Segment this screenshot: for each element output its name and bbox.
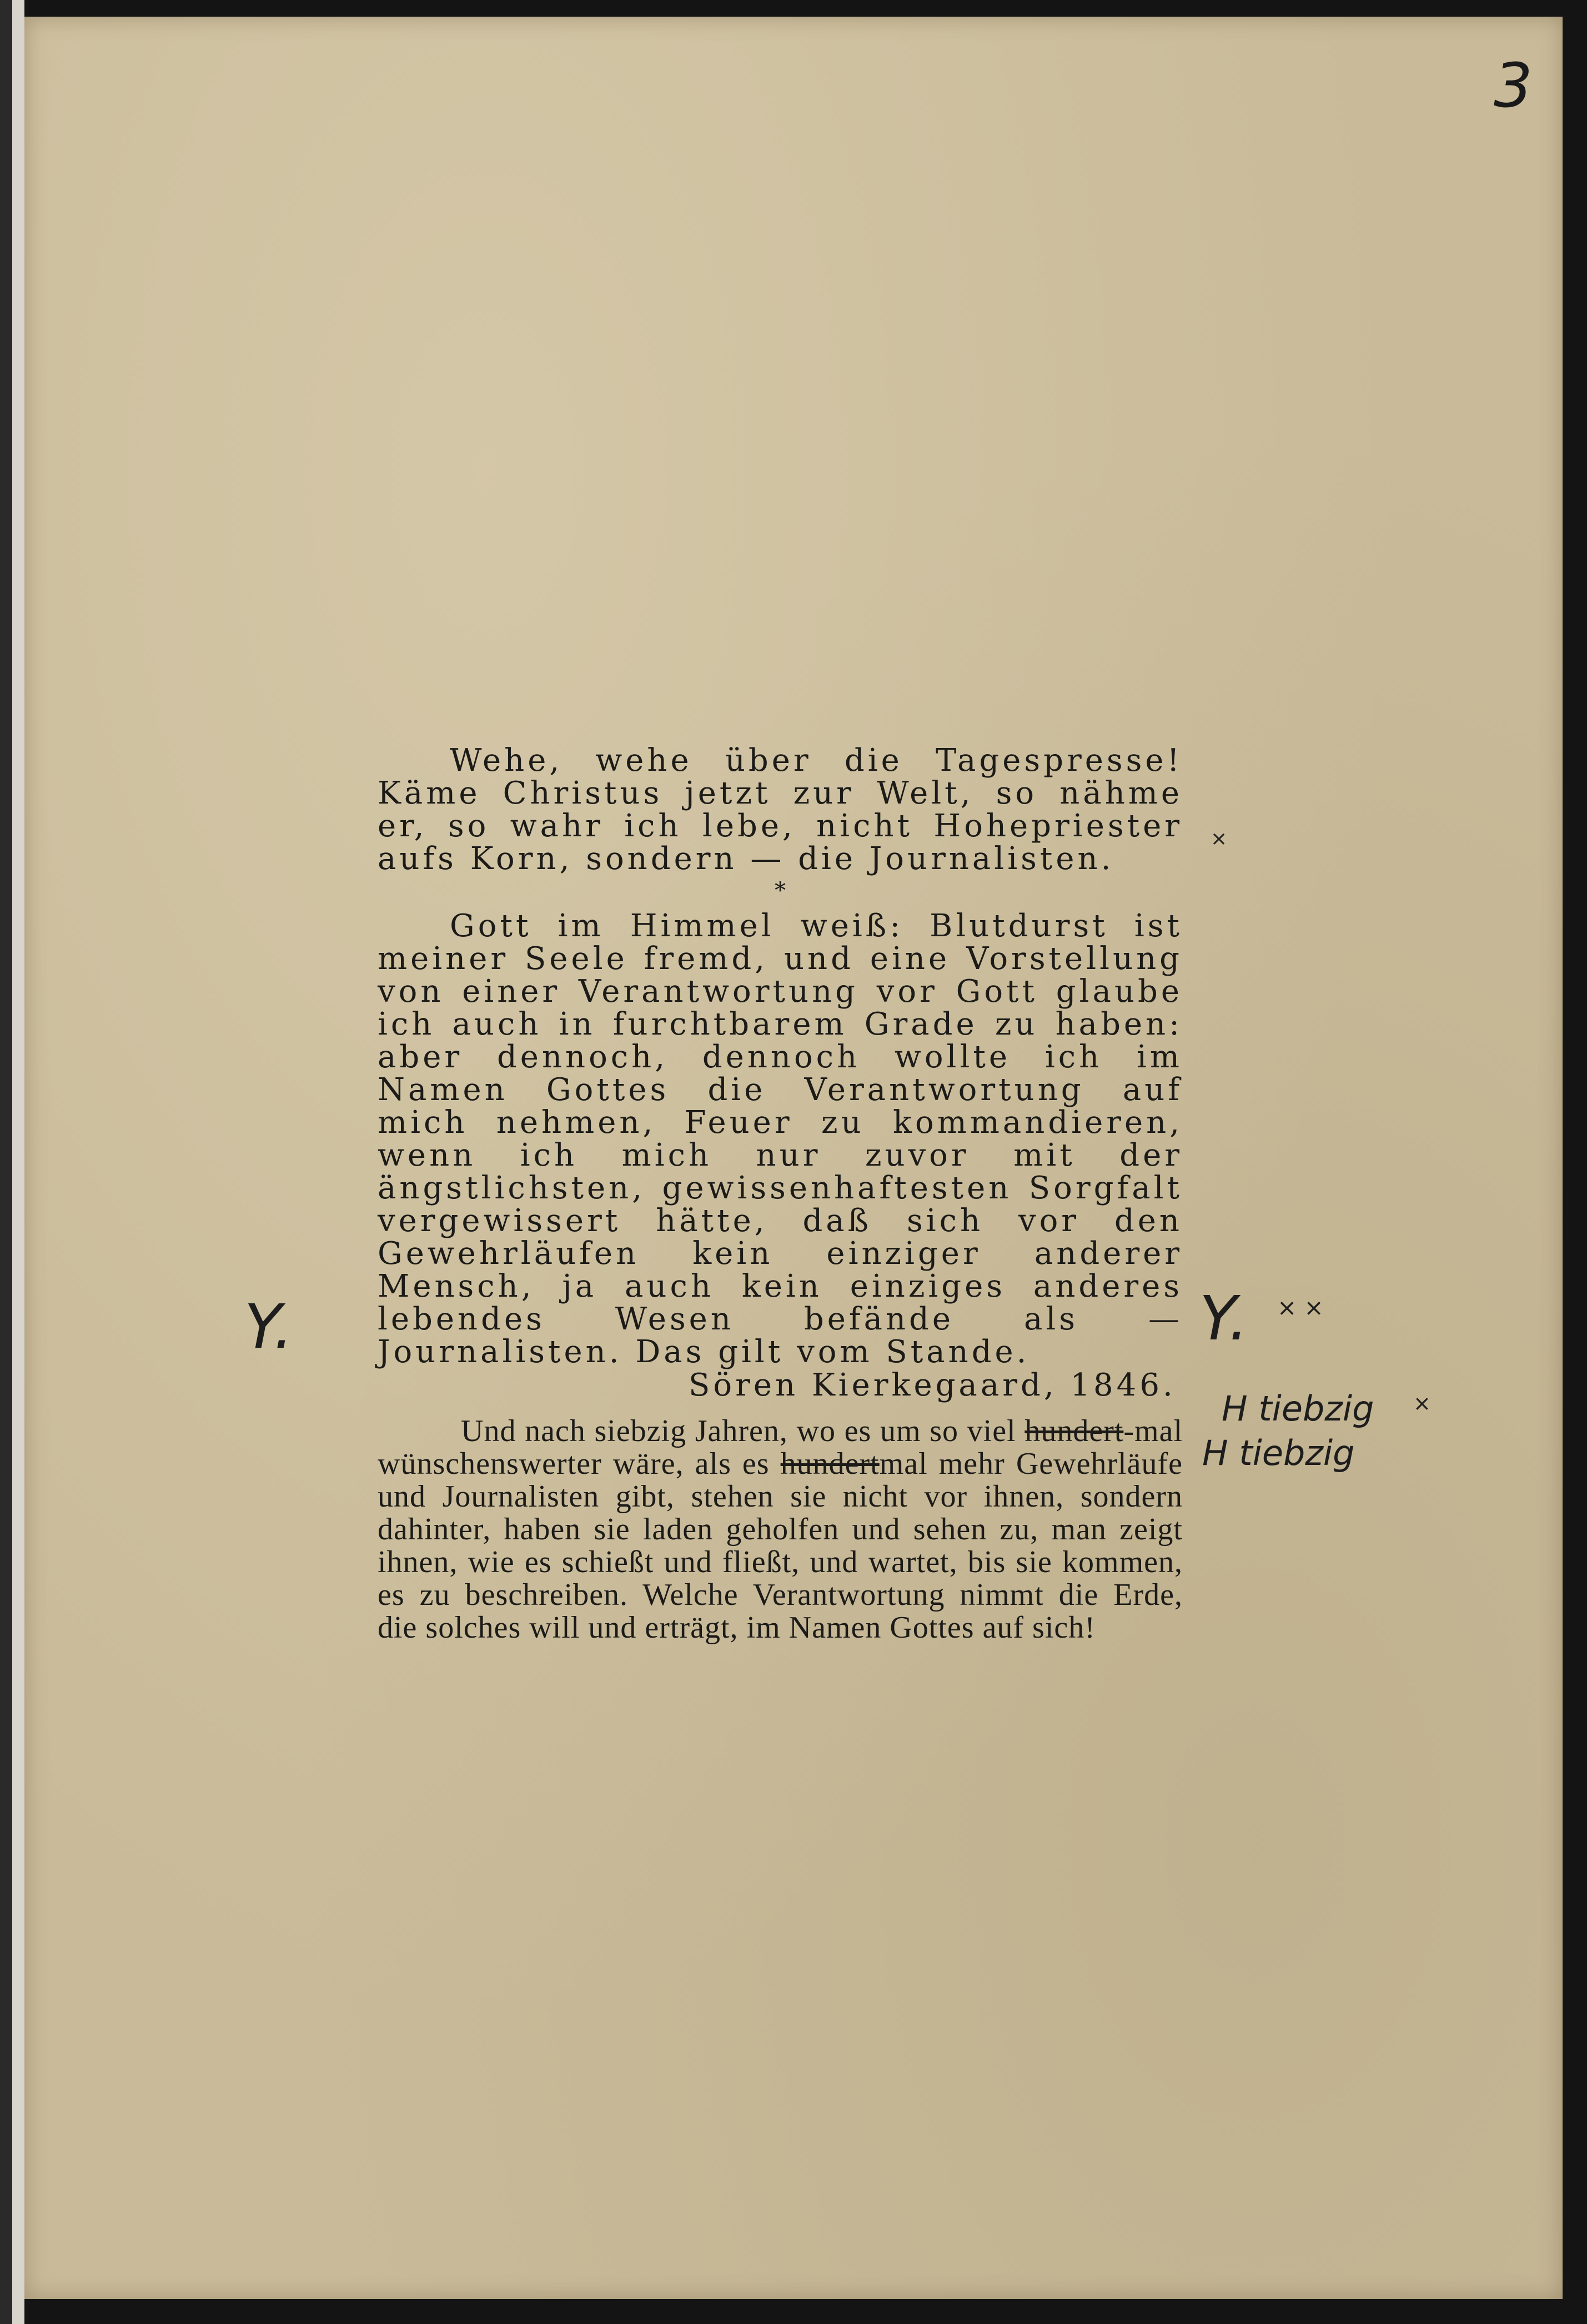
margin-cross-top: ×: [1211, 827, 1228, 850]
section-separator: *: [775, 878, 786, 904]
main-text-block: [378, 744, 1183, 1644]
paragraph-3-part-2: -mal wünschenswerter wäre, als es: [378, 1414, 1183, 1481]
paragraph-1: Wehe, wehe über die Tagespresse! Käme Christus jetzt zur Welt, so nähme er, so wahr ich lebe, nicht Hohepriester aufs Korn, sondern — die Journalisten.: [378, 742, 1183, 877]
quote-attribution: Sören Kierkegaard, 1846.: [689, 1367, 1176, 1403]
scan-edge-light: [12, 0, 24, 2324]
scan-edge-dark: [0, 0, 12, 2324]
struck-word-1: hundert: [1024, 1414, 1124, 1448]
margin-cross-bottom: ×: [1413, 1391, 1431, 1416]
page-number: 3: [1494, 50, 1533, 121]
paragraph-3: [378, 1415, 1183, 1644]
paragraph-3-part-3: mal mehr Gewehrläufe und Journalisten gibt, stehen sie nicht vor ihnen, sondern dahinter, haben sie laden geholfen und sehen zu, man zeigt ihnen, wie es schießt und fließt, und wartet, bis sie kommen, es zu beschreiben. Welche Verantwortung nimmt die Erde, die solches will und erträgt, im Namen Gottes auf sich!: [378, 1447, 1183, 1645]
margin-mark-left: Y.: [244, 1291, 293, 1362]
paragraph-2: Gott im Himmel weiß: Blutdurst ist meiner Seele fremd, und eine Vorstellung von einer Verantwortung vor Gott glaube ich auch in furchtbarem Grade zu haben: aber dennoch, dennoch wollte ich im Namen Gottes die Verantwortung auf mich nehmen, Feuer zu kommandieren, wenn ich mich nur zuvor mit der ängstlichsten, gewissenhaftesten Sorgfalt vergewissert hätte, daß sich vor den Gewehrläufen kein einziger anderer Mensch, ja auch kein einziges anderes lebendes Wesen befände als — Journalisten. Das gilt vom Stande.: [378, 908, 1183, 1370]
paragraph-3-part-1: Und nach siebzig Jahren, wo es um so viel: [461, 1414, 1025, 1448]
handwritten-correction-1: H tiebzig: [1222, 1388, 1374, 1429]
margin-mark-right: Y.: [1199, 1283, 1248, 1354]
handwritten-correction-2: H tiebzig: [1202, 1433, 1355, 1473]
margin-cross-marks: × ×: [1277, 1294, 1324, 1321]
struck-word-2: hundert: [780, 1447, 880, 1481]
